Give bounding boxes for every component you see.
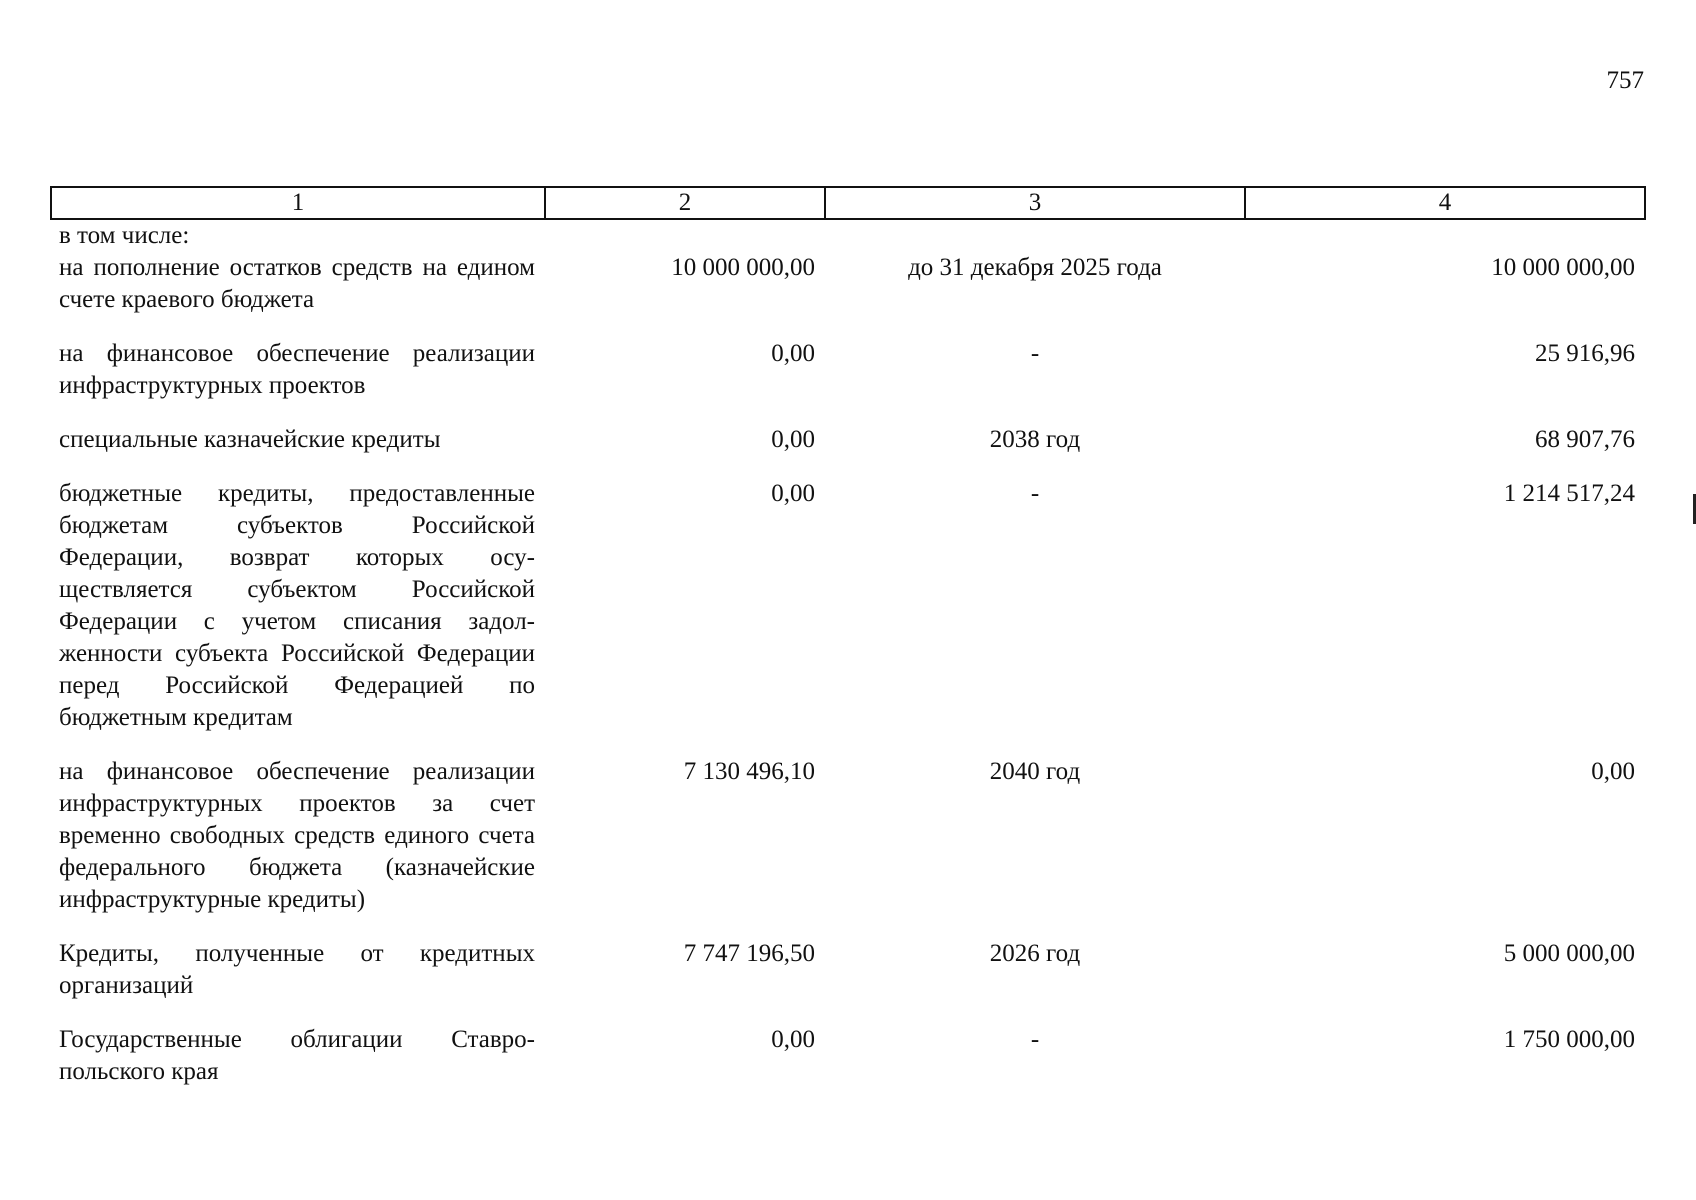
- row-amount-col2: 10 000 000,00: [671, 254, 815, 281]
- row-amount-col2: 0,00: [771, 340, 815, 367]
- debt-table: [50, 186, 1646, 1110]
- row-term-col3: 2040 год: [989, 758, 1081, 785]
- column-header-3: 3: [825, 187, 1245, 219]
- table-row: [51, 252, 1645, 338]
- row-term-col3: -: [1030, 1026, 1040, 1053]
- table-row: [51, 478, 1645, 756]
- table-row: [51, 756, 1645, 938]
- row-amount-col4: 68 907,76: [1535, 426, 1635, 453]
- row-amount-col4: 0,00: [1591, 758, 1635, 785]
- row-amount-col4: 25 916,96: [1535, 340, 1635, 367]
- row-name: бюджетные кредиты, предоставленные бюджетам субъектов Российской Федерации, возврат которых осуществляется субъектом Российской Федерации с учетом списания задолженности субъекта Российской Федерации перед Российской Федерацией по бюджетным кредитам: [59, 480, 535, 731]
- row-name: Кредиты, полученные от кредитных организаций: [59, 940, 535, 999]
- table-row: [51, 938, 1645, 1024]
- row-name: специальные казначейские кредиты: [59, 426, 441, 453]
- row-name: Государственные облигации Ставропольского края: [59, 1026, 535, 1085]
- column-header-2: 2: [545, 187, 825, 219]
- table-row: [51, 1024, 1645, 1110]
- column-header-4: 4: [1245, 187, 1645, 219]
- row-term-col3: до 31 декабря 2025 года: [908, 254, 1162, 281]
- table-subheader-row: [51, 219, 1645, 252]
- column-header-1: 1: [51, 187, 545, 219]
- row-amount-col2: 7 747 196,50: [683, 940, 815, 967]
- row-amount-col4: 1 214 517,24: [1503, 480, 1635, 507]
- table-body: [51, 219, 1645, 1110]
- page-number: 757: [1606, 67, 1644, 94]
- row-term-col3: 2038 год: [989, 426, 1081, 453]
- row-amount-col4: 10 000 000,00: [1491, 254, 1635, 281]
- table-row: [51, 338, 1645, 424]
- row-amount-col2: 7 130 496,10: [683, 758, 815, 785]
- row-term-col3: 2026 год: [989, 940, 1081, 967]
- row-term-col3: -: [1030, 480, 1040, 507]
- row-amount-col4: 5 000 000,00: [1503, 940, 1635, 967]
- table-header: [51, 187, 1645, 219]
- row-name: на финансовое обеспечение реализации инфраструктурных проектов за счет временно свободных средств единого счета федерального бюджета (казначейские инфраструктурные кредиты): [59, 758, 535, 913]
- row-amount-col2: 0,00: [771, 1026, 815, 1053]
- row-amount-col2: 0,00: [771, 426, 815, 453]
- row-term-col3: -: [1030, 340, 1040, 367]
- row-name: на финансовое обеспечение реализации инфраструктурных проектов: [59, 340, 535, 399]
- subheader-label: в том числе:: [59, 222, 190, 249]
- table-row: [51, 424, 1645, 478]
- row-amount-col2: 0,00: [771, 480, 815, 507]
- row-amount-col4: 1 750 000,00: [1503, 1026, 1635, 1053]
- row-name: на пополнение остатков средств на едином счете краевого бюджета: [59, 254, 535, 313]
